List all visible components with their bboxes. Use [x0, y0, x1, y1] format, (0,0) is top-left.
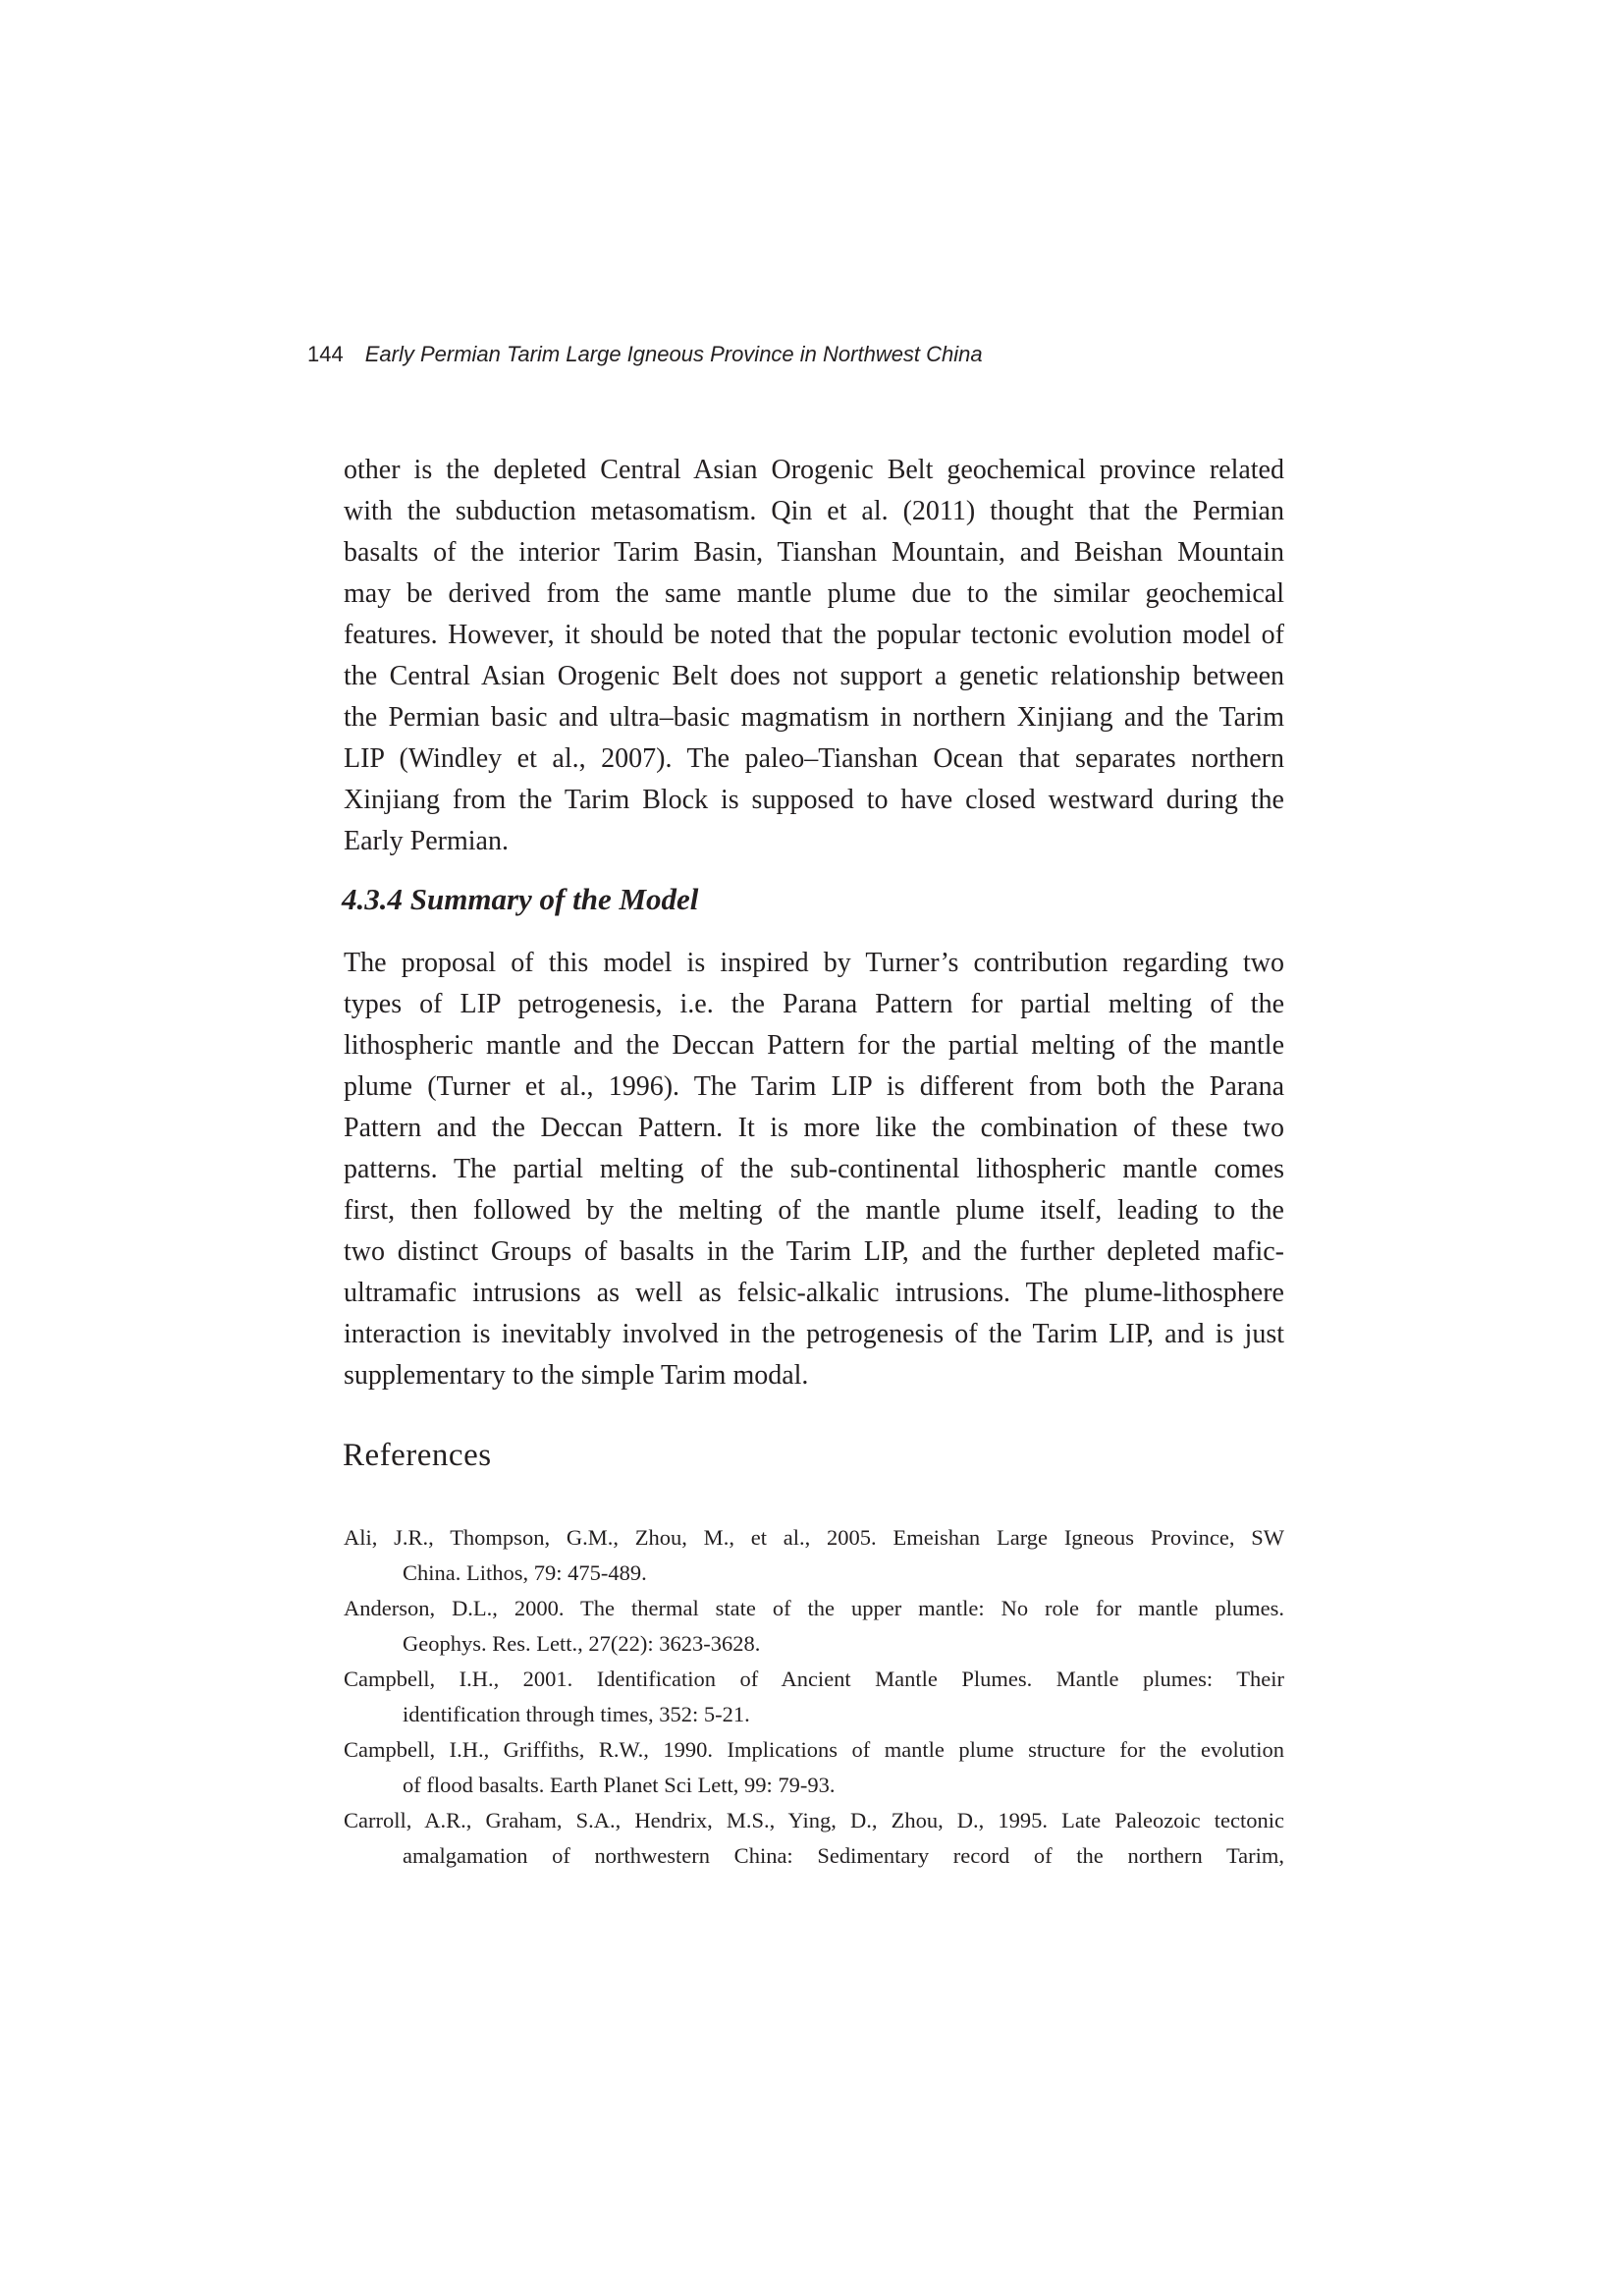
text-line: patterns. The partial melting of the sub-continental lithospheric mantle comes	[344, 1154, 1284, 1184]
text-line: Early Permian.	[344, 826, 509, 856]
reference-entry	[344, 1803, 1284, 1874]
reference-continuation: Geophys. Res. Lett., 27(22): 3623-3628.	[403, 1631, 761, 1656]
references-heading: References	[343, 1438, 492, 1473]
reference-entry	[344, 1662, 1284, 1732]
text-line: interaction is inevitably involved in the petrogenesis of the Tarim LIP, and is just	[344, 1319, 1284, 1349]
reference-continuation: China. Lithos, 79: 475-489.	[403, 1560, 647, 1585]
reference-continuation: identification through times, 352: 5-21.	[403, 1702, 750, 1726]
text-line: LIP (Windley et al., 2007). The paleo–Tianshan Ocean that separates northern	[344, 743, 1284, 774]
text-line: the Central Asian Orogenic Belt does not support a genetic relationship between	[344, 661, 1284, 691]
text-line: types of LIP petrogenesis, i.e. the Parana Pattern for partial melting of the	[344, 989, 1284, 1019]
reference-continuation: amalgamation of northwestern China: Sedimentary record of the northern Tarim,	[403, 1843, 1284, 1868]
body-paragraph-2	[344, 943, 1284, 1396]
section-heading: 4.3.4 Summary of the Model	[342, 882, 699, 916]
text-line: plume (Turner et al., 1996). The Tarim LIP is different from both the Parana	[344, 1071, 1284, 1102]
text-line: ultramafic intrusions as well as felsic-alkalic intrusions. The plume-lithosphere	[344, 1278, 1284, 1308]
reference-entry	[344, 1591, 1284, 1662]
reference-first-line: Ali, J.R., Thompson, G.M., Zhou, M., et al., 2005. Emeishan Large Igneous Province, SW	[344, 1525, 1284, 1550]
reference-entry	[344, 1520, 1284, 1591]
reference-first-line: Anderson, D.L., 2000. The thermal state of the upper mantle: No role for mantle plumes.	[344, 1596, 1284, 1620]
references-list	[344, 1520, 1284, 1874]
text-line: Pattern and the Deccan Pattern. It is more like the combination of these two	[344, 1113, 1284, 1143]
text-line: basalts of the interior Tarim Basin, Tianshan Mountain, and Beishan Mountain	[344, 537, 1284, 568]
page-number: 144	[307, 342, 344, 366]
text-line: lithospheric mantle and the Deccan Pattern for the partial melting of the mantle	[344, 1030, 1284, 1061]
reference-entry	[344, 1732, 1284, 1803]
text-line: other is the depleted Central Asian Orogenic Belt geochemical province related	[344, 455, 1284, 485]
running-head	[307, 340, 983, 369]
reference-first-line: Campbell, I.H., Griffiths, R.W., 1990. Implications of mantle plume structure for the evolution	[344, 1737, 1284, 1762]
text-line: with the subduction metasomatism. Qin et al. (2011) thought that the Permian	[344, 496, 1284, 526]
text-line: Xinjiang from the Tarim Block is supposed to have closed westward during the	[344, 785, 1284, 815]
text-line: features. However, it should be noted that the popular tectonic evolution model of	[344, 620, 1284, 650]
text-line: supplementary to the simple Tarim modal.	[344, 1360, 809, 1391]
body-paragraph-1	[344, 450, 1284, 862]
reference-continuation: of flood basalts. Earth Planet Sci Lett, 99: 79-93.	[403, 1773, 836, 1797]
text-line: first, then followed by the melting of the mantle plume itself, leading to the	[344, 1195, 1284, 1226]
text-line: the Permian basic and ultra–basic magmatism in northern Xinjiang and the Tarim	[344, 702, 1284, 733]
book-title: Early Permian Tarim Large Igneous Province in Northwest China	[364, 342, 983, 366]
text-line: two distinct Groups of basalts in the Tarim LIP, and the further depleted mafic-	[344, 1236, 1284, 1267]
text-line: may be derived from the same mantle plume due to the similar geochemical	[344, 578, 1284, 609]
reference-first-line: Campbell, I.H., 2001. Identification of Ancient Mantle Plumes. Mantle plumes: Their	[344, 1667, 1284, 1691]
text-line: The proposal of this model is inspired by Turner’s contribution regarding two	[344, 948, 1284, 978]
reference-first-line: Carroll, A.R., Graham, S.A., Hendrix, M.S., Ying, D., Zhou, D., 1995. Late Paleozoic tectonic	[344, 1808, 1284, 1832]
